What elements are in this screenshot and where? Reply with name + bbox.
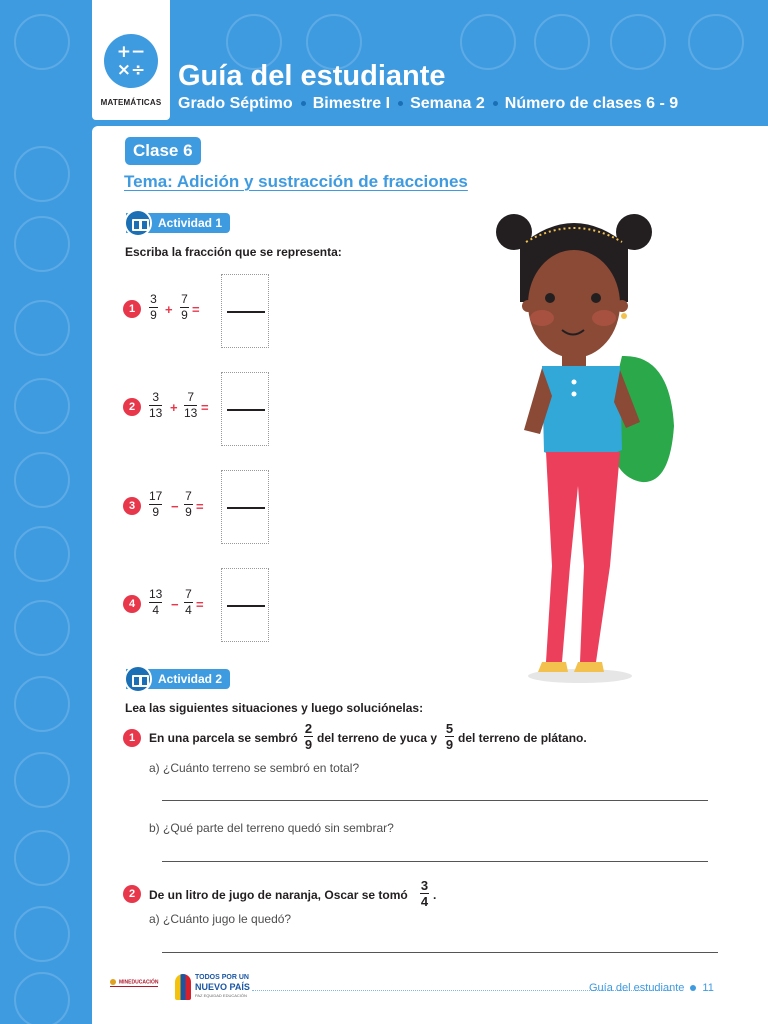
student-illustration	[492, 206, 692, 696]
guide-subtitle	[178, 95, 678, 113]
math-operations-icon: +− ×÷	[104, 34, 158, 88]
fraction: 7 13	[184, 390, 198, 420]
fraction: 17 9	[149, 489, 163, 519]
separator-dot	[493, 101, 498, 106]
activity-1-badge	[126, 213, 230, 233]
footer-page-info	[589, 982, 714, 994]
paz-equidad-text: PAZ EQUIDAD EDUCACIÓN	[195, 993, 247, 998]
grade: Grado Séptimo	[178, 95, 293, 112]
header	[0, 0, 768, 125]
term: Bimestre I	[312, 95, 391, 112]
class-count: Número de clases 6 - 9	[504, 95, 679, 112]
separator-dot	[690, 985, 696, 991]
footer-guide-label: Guía del estudiante	[589, 982, 685, 994]
answer-box[interactable]	[221, 568, 269, 642]
chart-icon	[14, 600, 70, 656]
operator: −	[171, 499, 179, 514]
operator: +	[170, 400, 178, 415]
problem-number: 2	[123, 885, 141, 903]
operator: +	[165, 302, 173, 317]
equals-sign: =	[192, 302, 200, 317]
problem-1-text-a: En una parcela se sembró	[149, 731, 298, 745]
item-number: 4	[123, 595, 141, 613]
fraction: 3 13	[149, 390, 163, 420]
fraction: 7 9	[185, 489, 192, 519]
fraction-bar	[227, 311, 265, 313]
fraction-bar	[227, 409, 265, 411]
activity-2-instruction: Lea las siguientes situaciones y luego soluciónelas:	[125, 701, 424, 715]
todos-text: TODOS POR UN	[195, 974, 249, 981]
fraction: 2 9	[304, 721, 313, 752]
guide-title: Guía del estudiante	[178, 60, 446, 92]
activity-1-label: Actividad 1	[158, 216, 223, 230]
subject-label: MATEMÁTICAS	[100, 98, 162, 107]
fraction-bar	[227, 507, 265, 509]
question-1a: a) ¿Cuánto terreno se sembró en total?	[149, 761, 360, 775]
problem-2-period: .	[433, 888, 437, 902]
problem-1-text-c: del terreno de plátano.	[458, 731, 587, 745]
item-number: 3	[123, 497, 141, 515]
book-icon	[124, 209, 152, 237]
problem-number: 1	[123, 729, 141, 747]
sqrt-icon	[14, 216, 70, 272]
separator-dot	[398, 101, 403, 106]
compass-icon	[14, 972, 70, 1024]
question-2a: a) ¿Cuánto jugo le quedó?	[149, 912, 292, 926]
equals-sign: =	[201, 400, 209, 415]
activity-1-instruction: Escriba la fracción que se representa:	[125, 245, 342, 259]
book-icon	[124, 665, 152, 693]
calculator-icon	[14, 906, 70, 962]
activity-2-label: Actividad 2	[158, 672, 223, 686]
item-number: 1	[123, 300, 141, 318]
answer-line[interactable]	[162, 861, 708, 862]
answer-box[interactable]	[221, 274, 269, 348]
sqrt-icon	[14, 676, 70, 732]
fraction: 13 4	[149, 587, 163, 617]
worksheet-page	[92, 126, 768, 1024]
mineducacion-logo: MINEDUCACIÓN	[110, 979, 158, 987]
week: Semana 2	[410, 95, 485, 112]
fraction: 7 9	[181, 292, 188, 322]
separator-dot	[301, 101, 306, 106]
calculator-icon	[14, 146, 70, 202]
fraction: 7 4	[185, 587, 192, 617]
answer-line[interactable]	[162, 800, 708, 801]
fraction-bar	[227, 605, 265, 607]
equals-sign: =	[196, 499, 204, 514]
pie-chart-icon	[14, 526, 70, 582]
fraction: 3 4	[420, 878, 429, 909]
lesson-topic: Tema: Adición y sustracción de fracciones	[124, 172, 468, 191]
fraction: 3 9	[150, 292, 157, 322]
cube-icon	[14, 300, 70, 356]
question-1b: b) ¿Qué parte del terreno quedó sin sembrar?	[149, 821, 394, 835]
todos-por-un-nuevo-pais-logo	[175, 972, 250, 1002]
subject-logo	[92, 0, 170, 120]
problem-1-text-b: del terreno de yuca y	[317, 731, 438, 745]
page-number: 11	[702, 982, 714, 994]
ruler-icon	[14, 378, 70, 434]
answer-box[interactable]	[221, 372, 269, 446]
activity-2-badge	[126, 669, 230, 689]
class-badge: Clase 6	[125, 137, 201, 165]
operator: −	[171, 597, 179, 612]
ruler-icon	[14, 830, 70, 886]
colombia-flag-icon	[175, 974, 191, 1000]
nuevo-pais-text: NUEVO PAÍS	[195, 982, 250, 992]
item-number: 2	[123, 398, 141, 416]
cube-icon	[14, 752, 70, 808]
answer-line[interactable]	[162, 952, 718, 953]
answer-box[interactable]	[221, 470, 269, 544]
equals-sign: =	[196, 597, 204, 612]
problem-2-text: De un litro de jugo de naranja, Oscar se tomó	[149, 888, 408, 902]
compass-icon	[14, 452, 70, 508]
fraction: 5 9	[445, 721, 454, 752]
